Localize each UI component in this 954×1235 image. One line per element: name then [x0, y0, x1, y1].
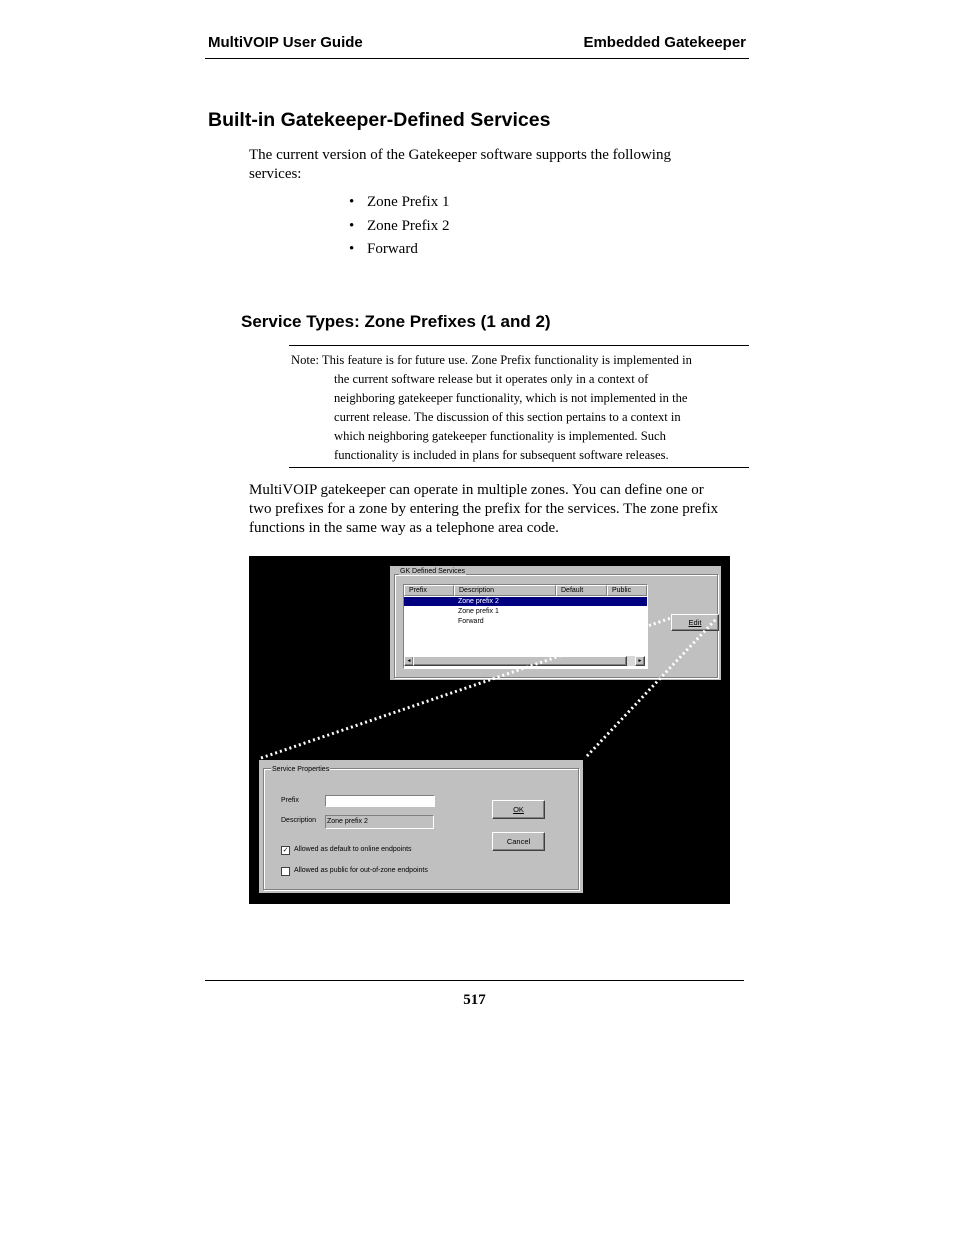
column-header-default[interactable]: Default	[556, 585, 607, 596]
scroll-right-button[interactable]: ►	[635, 656, 645, 666]
service-properties-panel	[259, 760, 583, 893]
intro-line: The current version of the Gatekeeper software supports the following	[249, 147, 671, 163]
callout-line-left	[261, 618, 671, 758]
note-line: current release. The discussion of this section pertains to a context in	[334, 410, 681, 424]
note-line: Note: This feature is for future use. Zone Prefix functionality is implemented in	[291, 353, 692, 367]
scroll-left-button[interactable]: ◄	[404, 656, 414, 666]
description-field[interactable]: Zone prefix 2	[325, 815, 434, 829]
body-line: functions in the same way as a telephone area code.	[249, 520, 559, 536]
bullet-icon: •	[349, 194, 355, 210]
list-item-label: Zone Prefix 2	[367, 217, 450, 234]
note-block	[291, 351, 751, 465]
row-description: Zone prefix 1	[458, 608, 499, 615]
row-description: Zone prefix 2	[458, 598, 499, 605]
list-item-label: Forward	[367, 241, 418, 257]
public-checkbox-label: Allowed as public for out-of-zone endpoints	[294, 867, 428, 874]
page-number: 517	[463, 992, 486, 1008]
body-line: MultiVOIP gatekeeper can operate in multiple zones. You can define one or	[249, 482, 704, 498]
note-line: the current software release but it operates only in a context of	[334, 372, 649, 386]
bullet-icon: •	[349, 217, 355, 234]
body-line: two prefixes for a zone by entering the prefix for the services. The zone prefix	[249, 501, 719, 517]
section-title: Built-in Gatekeeper-Defined Services	[208, 109, 551, 131]
ok-button-label: OK	[513, 805, 524, 814]
ok-button[interactable]	[492, 800, 545, 819]
intro-line: services:	[249, 166, 302, 182]
body-paragraph	[249, 481, 749, 538]
prefix-label: Prefix	[281, 797, 299, 804]
column-header-description[interactable]: Description	[454, 585, 556, 596]
default-checkbox[interactable]: ✓	[282, 847, 289, 854]
note-line: neighboring gatekeeper functionality, which is not implemented in the	[334, 391, 688, 405]
description-label: Description	[281, 817, 317, 824]
prefix-input[interactable]	[325, 795, 435, 807]
edit-button-label: Edit	[688, 618, 702, 627]
header-rule	[205, 58, 749, 59]
bullet-icon: •	[349, 241, 355, 257]
props-group-label: Service Properties	[271, 762, 330, 778]
cancel-button[interactable]	[492, 832, 545, 851]
cancel-button-label: Cancel	[506, 837, 531, 846]
public-checkbox[interactable]	[281, 867, 290, 876]
screenshot-figure	[249, 556, 730, 904]
list-item	[349, 218, 449, 242]
intro-paragraph	[249, 146, 749, 184]
list-item-label: Zone Prefix 1	[367, 194, 450, 210]
note-bottom-rule	[289, 467, 749, 468]
row-description: Forward	[458, 618, 484, 625]
note-line: functionality is included in plans for subsequent software releases.	[334, 448, 669, 462]
subsection-title: Service Types: Zone Prefixes (1 and 2)	[241, 312, 551, 331]
header-title: MultiVOIP User Guide	[208, 34, 363, 51]
header-chapter: Embedded Gatekeeper	[583, 34, 746, 51]
list-item	[349, 241, 449, 265]
column-header-prefix[interactable]: Prefix	[404, 585, 454, 596]
default-checkbox-label: Allowed as default to online endpoints	[294, 846, 412, 853]
list-item	[349, 194, 449, 218]
note-top-rule	[289, 345, 749, 346]
column-header-public[interactable]: Public	[607, 585, 647, 596]
footer-rule	[205, 980, 744, 981]
gk-group-label: GK Defined Services	[400, 568, 465, 575]
note-line: which neighboring gatekeeper functionality is implemented. Such	[334, 429, 666, 443]
services-list	[349, 194, 449, 265]
